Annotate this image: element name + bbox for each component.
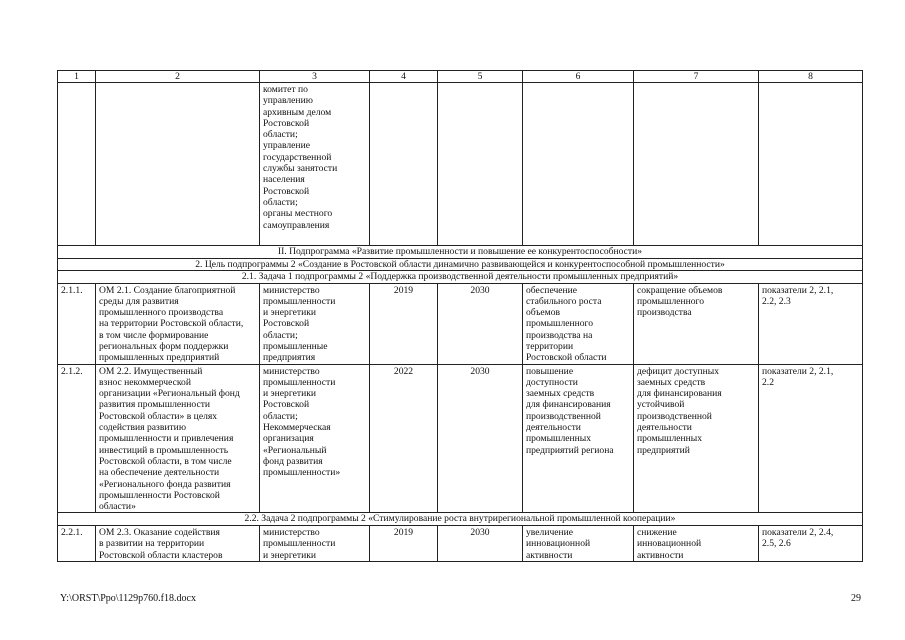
table-row — [58, 283, 863, 364]
indicators — [759, 525, 863, 561]
consequence — [634, 525, 759, 561]
table-cell — [58, 83, 96, 246]
consequence — [634, 283, 759, 364]
row-number: 2.1.2. — [58, 364, 96, 513]
indicators-text: показатели 2, 2.1, 2.2, 2.3 — [762, 284, 834, 307]
consequence-text: сокращение объемов промышленного производства — [637, 284, 723, 319]
consequence-text: снижение инновационной активности — [637, 526, 702, 561]
start-year: 2019 — [370, 283, 438, 364]
table-cell — [634, 83, 759, 246]
indicators-text: показатели 2, 2.4, 2.5, 2.6 — [762, 526, 834, 550]
header-cell: 7 — [634, 71, 759, 83]
header-cell: 3 — [260, 71, 370, 83]
table-cell — [523, 83, 634, 246]
table-row — [58, 83, 863, 246]
table-cell — [759, 83, 863, 246]
end-year: 2030 — [438, 525, 523, 561]
measure-name-text: ОМ 2.1. Создание благоприятной среды для развития промышленного производства на территории Ростовской области, в том числе формирование региональных форм поддержки промышленных предприятий — [99, 284, 244, 364]
section-row — [58, 258, 863, 271]
task-heading: 2.2. Задача 2 подпрограммы 2 «Стимулирование роста внутрирегиональной промышленной кооперации» — [58, 513, 863, 526]
section-row — [58, 271, 863, 284]
expected-result — [523, 283, 634, 364]
indicators — [759, 283, 863, 364]
section-row — [58, 513, 863, 526]
measure-name-text: ОМ 2.2. Имущественный взнос некоммерческой организации «Региональный фонд развития промышленности Ростовской области» в целях содействия развитию промышленности и привлечения инвестиций в промышленность Ростовской области, в том числе на обеспечение деятельности «Регионального фонда развития промышленности Ростовской области» — [99, 365, 240, 513]
measure-name — [96, 283, 260, 364]
table-row — [58, 525, 863, 561]
program-table — [57, 70, 863, 562]
subprogram-heading: II. Подпрограмма «Развитие промышленности и повышение ее конкурентоспособности» — [58, 246, 863, 259]
section-row — [58, 246, 863, 259]
end-year: 2030 — [438, 364, 523, 513]
goal-heading: 2. Цель подпрограммы 2 «Создание в Ростовской области динамично развивающейся и конкурентоспособной промышленности» — [58, 258, 863, 271]
task-heading: 2.1. Задача 1 подпрограммы 2 «Поддержка производственной деятельности промышленных предприятий» — [58, 271, 863, 284]
row-number: 2.2.1. — [58, 525, 96, 561]
executor-text: министерство промышленности и энергетики Ростовской области; Некоммерческая организация «Региональный фонд развития промышленности» — [263, 365, 341, 479]
row-number: 2.1.1. — [58, 283, 96, 364]
end-year: 2030 — [438, 283, 523, 364]
expected-result-text: повышение доступности заемных средств для финансирования производственной деятельности промышленных предприятий региона — [526, 365, 614, 456]
consequence — [634, 364, 759, 513]
executor-cell — [260, 525, 370, 561]
header-cell: 4 — [370, 71, 438, 83]
expected-result — [523, 525, 634, 561]
expected-result-text: обеспечение стабильного роста объемов промышленного производства на территории Ростовской области — [526, 284, 607, 364]
table-cell — [370, 83, 438, 246]
measure-name — [96, 525, 260, 561]
expected-result — [523, 364, 634, 513]
measure-name-text: ОМ 2.3. Оказание содействия в развитии на территории Ростовской области кластеров — [99, 526, 223, 561]
measure-name — [96, 364, 260, 513]
table-row — [58, 364, 863, 513]
header-cell: 5 — [438, 71, 523, 83]
header-cell: 8 — [759, 71, 863, 83]
indicators-text: показатели 2, 2.1, 2.2 — [762, 365, 834, 388]
table-cell — [438, 83, 523, 246]
consequence-text: дефицит доступных заемных средств для финансирования устойчивой производственной деятельности промышленных предприятий — [637, 365, 722, 456]
file-path: Y:\ORST\Ppo\1129p760.f18.docx — [60, 593, 196, 604]
executor-cell — [260, 283, 370, 364]
header-row — [58, 71, 863, 83]
start-year: 2019 — [370, 525, 438, 561]
indicators — [759, 364, 863, 513]
header-cell: 1 — [58, 71, 96, 83]
table-cell — [96, 83, 260, 246]
executor-text: комитет по управлению архивным делом Ростовской области; управление государственной службы занятости населения Ростовской области; органы местного самоуправления — [263, 84, 338, 231]
executor-cell — [260, 83, 370, 246]
expected-result-text: увеличение инновационной активности — [526, 526, 591, 561]
header-cell: 6 — [523, 71, 634, 83]
header-cell: 2 — [96, 71, 260, 83]
page-number: 29 — [851, 593, 861, 604]
start-year: 2022 — [370, 364, 438, 513]
executor-text: министерство промышленности и энергетики Ростовской области; промышленные предприятия — [263, 284, 336, 364]
executor-text: министерство промышленности и энергетики — [263, 526, 336, 561]
executor-cell — [260, 364, 370, 513]
